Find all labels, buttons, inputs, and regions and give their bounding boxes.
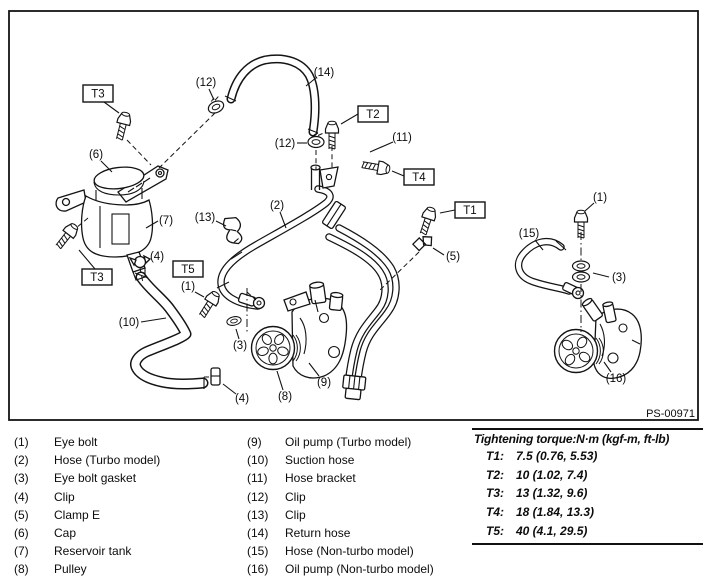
part-name: Pulley xyxy=(54,562,87,577)
legend-item xyxy=(247,469,434,487)
part-number: (12) xyxy=(247,489,269,504)
callout-1-right: (1) xyxy=(592,192,608,204)
torque-id: T5: xyxy=(486,523,504,538)
callout-3-mid: (3) xyxy=(232,340,248,352)
callout-5: (5) xyxy=(445,251,461,263)
part-number: (15) xyxy=(247,544,269,559)
part-name: Oil pump (Turbo model) xyxy=(285,435,412,450)
part-name: Return hose xyxy=(285,526,351,541)
torque-value: 10 (1.02, 7.4) xyxy=(516,467,588,482)
callout-10: (10) xyxy=(118,317,140,329)
legend-item xyxy=(14,469,160,487)
callout-16: (16) xyxy=(605,373,627,385)
part-name: Clip xyxy=(285,489,306,504)
torque-box-t5 xyxy=(173,261,203,277)
part-name: Oil pump (Non-turbo model) xyxy=(285,562,434,577)
gasket-right-bottom-icon xyxy=(573,272,590,282)
callout-6: (6) xyxy=(88,149,104,161)
part-number: (16) xyxy=(247,562,269,577)
legend-item xyxy=(247,542,434,560)
legend-item xyxy=(247,524,434,542)
part-number: (6) xyxy=(14,526,29,541)
callout-13: (13) xyxy=(194,212,216,224)
clip4-lower-icon xyxy=(211,368,220,385)
callout-4-lower: (4) xyxy=(234,393,250,405)
callout-12-top: (12) xyxy=(195,77,217,89)
part-name: Clip xyxy=(285,507,306,522)
torque-table-title: Tightening torque:N·m (kgf-m, ft-lb) xyxy=(474,432,670,446)
callout-11: (11) xyxy=(392,132,412,144)
callout-4-upper: (4) xyxy=(149,251,165,263)
torque-row xyxy=(486,503,703,522)
part-number: (13) xyxy=(247,507,269,522)
part-name: Reservoir tank xyxy=(54,544,132,559)
torque-id: T1: xyxy=(486,449,504,464)
torque-box-label: T3 xyxy=(90,272,104,284)
parts-legend-column-1 xyxy=(14,433,160,579)
part-name: Clamp E xyxy=(54,507,101,522)
part-number: (11) xyxy=(247,471,268,486)
legend-item xyxy=(247,488,434,506)
torque-row xyxy=(486,447,703,466)
legend-item xyxy=(247,433,434,451)
legend-item xyxy=(247,451,434,469)
part-number: (10) xyxy=(247,453,269,468)
part-name: Eye bolt gasket xyxy=(54,471,137,486)
torque-row xyxy=(486,521,703,540)
torque-box-label: T4 xyxy=(412,172,426,184)
legend-item xyxy=(14,451,160,469)
legend-item xyxy=(14,433,160,451)
callout-2: (2) xyxy=(269,200,285,212)
torque-row xyxy=(486,484,703,503)
torque-id: T3: xyxy=(486,486,504,501)
part-number: (5) xyxy=(14,507,29,522)
legend-item xyxy=(247,560,434,578)
torque-value: 18 (1.84, 13.3) xyxy=(516,505,595,520)
part-name: Clip xyxy=(54,489,75,504)
torque-table xyxy=(472,428,703,545)
part-number: (3) xyxy=(14,471,29,486)
torque-box-label: T2 xyxy=(366,109,380,121)
part-number: (9) xyxy=(247,435,262,450)
legend-item xyxy=(14,524,160,542)
part-name: Hose (Turbo model) xyxy=(54,453,161,468)
callout-12-mid: (12) xyxy=(274,138,296,150)
part-number: (8) xyxy=(14,562,29,577)
callout-7: (7) xyxy=(158,215,174,227)
gasket-right-top-icon xyxy=(573,261,590,271)
callout-1-mid: (1) xyxy=(180,281,196,293)
legend-item xyxy=(14,560,160,578)
callout-8: (8) xyxy=(277,391,293,403)
torque-value: 7.5 (0.76, 5.53) xyxy=(516,449,598,464)
legend-item xyxy=(14,542,160,560)
part-name: Eye bolt xyxy=(54,435,98,450)
part-name: Hose bracket xyxy=(285,471,356,486)
part-number: (2) xyxy=(14,453,29,468)
torque-id: T4: xyxy=(486,505,504,520)
part-name: Suction hose xyxy=(285,453,355,468)
torque-value: 13 (1.32, 9.6) xyxy=(516,486,588,501)
legend-item xyxy=(14,488,160,506)
parts-legend-column-2 xyxy=(247,433,434,579)
figure-code: PS-00971 xyxy=(646,408,695,420)
callout-15: (15) xyxy=(518,228,540,240)
callout-14: (14) xyxy=(313,67,335,79)
part-number: (7) xyxy=(14,544,29,559)
part-name: Hose (Non-turbo model) xyxy=(285,544,414,559)
callout-3-right: (3) xyxy=(611,272,627,284)
torque-box-label: T3 xyxy=(91,88,105,101)
torque-id: T2: xyxy=(486,467,504,482)
torque-value: 40 (4.1, 29.5) xyxy=(516,523,588,538)
torque-box-label: T1 xyxy=(463,205,477,217)
legend-item xyxy=(14,506,160,524)
torque-box-label: T5 xyxy=(181,264,195,276)
callout-9: (9) xyxy=(316,377,332,389)
part-name: Cap xyxy=(54,526,77,541)
part-number: (4) xyxy=(14,489,29,504)
torque-row xyxy=(486,466,703,485)
legend-item xyxy=(247,506,434,524)
part-number: (1) xyxy=(14,435,29,450)
part-number: (14) xyxy=(247,526,269,541)
